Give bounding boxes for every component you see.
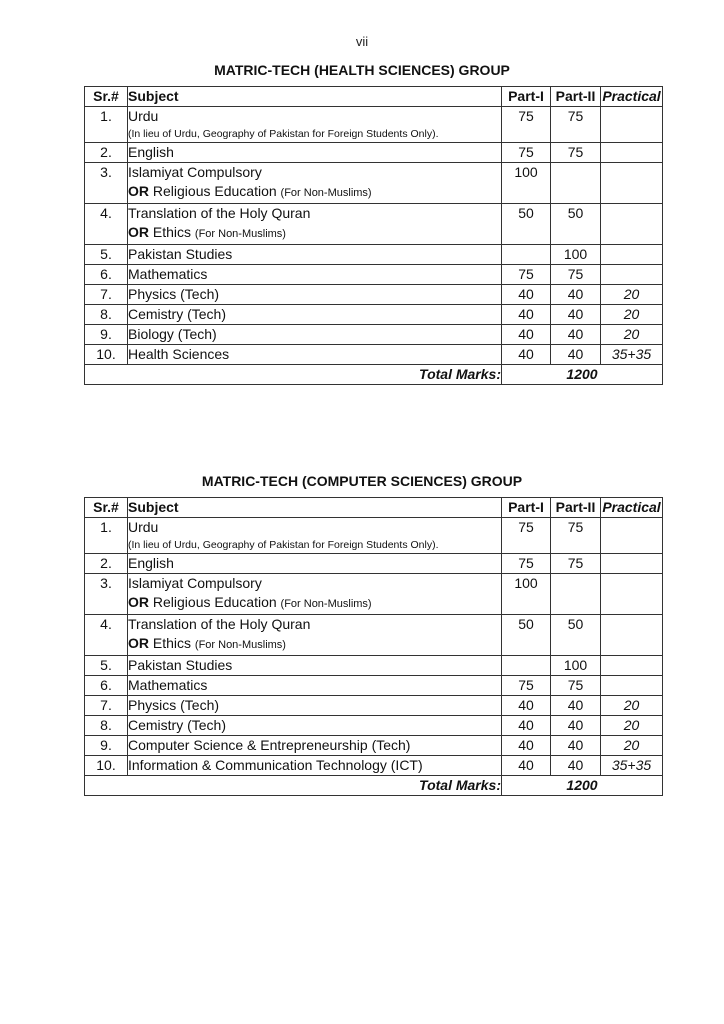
- row-practical: 20: [601, 696, 663, 716]
- header-sr: Sr.#: [85, 498, 128, 518]
- row-sr: 3.: [85, 574, 128, 615]
- alt-subject: [128, 634, 501, 655]
- row-practical: [601, 656, 663, 676]
- row-part1: 75: [502, 518, 551, 554]
- table-row: [85, 696, 663, 716]
- table-row: [85, 325, 663, 345]
- row-subject: Pakistan Studies: [128, 656, 502, 676]
- header-sr: Sr.#: [85, 87, 128, 107]
- alt-subject-name: Ethics: [152, 635, 192, 651]
- row-subject: Cemistry (Tech): [128, 716, 502, 736]
- row-subject: Health Sciences: [128, 345, 502, 365]
- row-subject: [128, 107, 502, 143]
- row-sr: 3.: [85, 163, 128, 204]
- marks-table-health-sciences: [84, 86, 663, 385]
- row-part2: 100: [551, 656, 601, 676]
- row-subject: [128, 574, 502, 615]
- alt-subject-note: (For Non-Muslims): [280, 187, 372, 199]
- row-subject: Cemistry (Tech): [128, 305, 502, 325]
- row-practical: [601, 163, 663, 204]
- row-practical: [601, 204, 663, 245]
- table-row: [85, 163, 663, 204]
- header-part2: Part-II: [551, 498, 601, 518]
- row-practical: [601, 265, 663, 285]
- table-header-row: [85, 87, 663, 107]
- header-practical: Practical: [601, 498, 663, 518]
- row-practical: [601, 615, 663, 656]
- row-part1: 75: [502, 676, 551, 696]
- header-practical: Practical: [601, 87, 663, 107]
- table-row: [85, 285, 663, 305]
- table-row: [85, 615, 663, 656]
- row-part1: 50: [502, 204, 551, 245]
- table-row: [85, 518, 663, 554]
- alt-subject-name: Ethics: [152, 224, 192, 240]
- row-part2: 40: [551, 305, 601, 325]
- row-part2: 40: [551, 285, 601, 305]
- row-sr: 10.: [85, 756, 128, 776]
- table-row: [85, 345, 663, 365]
- alt-subject: [128, 223, 501, 244]
- row-sr: 6.: [85, 676, 128, 696]
- subject-name: Translation of the Holy Quran: [128, 616, 311, 632]
- table-title-health-sciences: MATRIC-TECH (HEALTH SCIENCES) GROUP: [214, 62, 510, 78]
- row-practical: [601, 245, 663, 265]
- alt-subject-note: (For Non-Muslims): [194, 639, 286, 651]
- row-part2: [551, 574, 601, 615]
- row-sr: 9.: [85, 736, 128, 756]
- page-number: vii: [355, 34, 369, 49]
- row-sr: 1.: [85, 107, 128, 143]
- row-part1: 100: [502, 574, 551, 615]
- row-subject: English: [128, 143, 502, 163]
- alt-subject: [128, 593, 501, 614]
- subject-note: (In lieu of Urdu, Geography of Pakistan for Foreign Students Only).: [128, 539, 439, 551]
- row-practical: [601, 554, 663, 574]
- total-label: Total Marks:: [85, 365, 502, 385]
- or-label: OR: [128, 594, 149, 610]
- row-part1: 40: [502, 285, 551, 305]
- header-part1: Part-I: [502, 498, 551, 518]
- table-row: [85, 245, 663, 265]
- total-value: 1200: [502, 365, 663, 385]
- subject-name: Islamiyat Compulsory: [128, 575, 262, 591]
- row-sr: 7.: [85, 285, 128, 305]
- row-part2: 100: [551, 245, 601, 265]
- row-part1: 40: [502, 736, 551, 756]
- or-label: OR: [128, 635, 149, 651]
- row-subject: [128, 204, 502, 245]
- row-part2: 75: [551, 554, 601, 574]
- table-row: [85, 574, 663, 615]
- header-part1: Part-I: [502, 87, 551, 107]
- row-practical: 20: [601, 325, 663, 345]
- row-sr: 5.: [85, 245, 128, 265]
- table-row: [85, 736, 663, 756]
- row-practical: [601, 676, 663, 696]
- subject-name: Translation of the Holy Quran: [128, 205, 311, 221]
- row-sr: 10.: [85, 345, 128, 365]
- row-part1: 100: [502, 163, 551, 204]
- row-sr: 8.: [85, 305, 128, 325]
- alt-subject-name: Religious Education: [152, 594, 277, 610]
- row-practical: [601, 574, 663, 615]
- row-part2: 75: [551, 265, 601, 285]
- row-part1: 40: [502, 756, 551, 776]
- row-part2: 40: [551, 716, 601, 736]
- table-row: [85, 143, 663, 163]
- row-part1: 50: [502, 615, 551, 656]
- row-subject: Physics (Tech): [128, 696, 502, 716]
- row-sr: 8.: [85, 716, 128, 736]
- row-part2: 40: [551, 325, 601, 345]
- row-sr: 9.: [85, 325, 128, 345]
- row-part1: 75: [502, 554, 551, 574]
- row-sr: 7.: [85, 696, 128, 716]
- row-part2: 40: [551, 756, 601, 776]
- row-practical: [601, 107, 663, 143]
- table-row: [85, 554, 663, 574]
- subject-name: Urdu: [128, 519, 159, 535]
- alt-subject: [128, 182, 501, 203]
- row-sr: 4.: [85, 615, 128, 656]
- header-subject: Subject: [128, 87, 502, 107]
- row-practical: 35+35: [601, 756, 663, 776]
- row-part2: 50: [551, 615, 601, 656]
- row-sr: 4.: [85, 204, 128, 245]
- row-practical: 20: [601, 736, 663, 756]
- table-row: [85, 204, 663, 245]
- row-part2: 40: [551, 345, 601, 365]
- row-part1: 40: [502, 696, 551, 716]
- marks-table-computer-sciences: [84, 497, 663, 796]
- table-row: [85, 716, 663, 736]
- table-row: [85, 756, 663, 776]
- table-row: [85, 265, 663, 285]
- row-part1: [502, 245, 551, 265]
- row-subject: Computer Science & Entrepreneurship (Tech): [128, 736, 502, 756]
- row-part2: 75: [551, 676, 601, 696]
- row-part1: 40: [502, 305, 551, 325]
- subject-name: Islamiyat Compulsory: [128, 164, 262, 180]
- row-subject: Information & Communication Technology (ICT): [128, 756, 502, 776]
- row-practical: 20: [601, 285, 663, 305]
- row-part1: 75: [502, 143, 551, 163]
- total-label: Total Marks:: [85, 776, 502, 796]
- table-row: [85, 676, 663, 696]
- row-subject: Physics (Tech): [128, 285, 502, 305]
- row-practical: 35+35: [601, 345, 663, 365]
- total-value: 1200: [502, 776, 663, 796]
- row-sr: 1.: [85, 518, 128, 554]
- row-part2: 75: [551, 143, 601, 163]
- row-practical: [601, 518, 663, 554]
- row-part2: 75: [551, 518, 601, 554]
- row-sr: 6.: [85, 265, 128, 285]
- row-part2: 75: [551, 107, 601, 143]
- row-subject: Mathematics: [128, 265, 502, 285]
- row-part2: 40: [551, 696, 601, 716]
- row-practical: 20: [601, 305, 663, 325]
- row-subject: Biology (Tech): [128, 325, 502, 345]
- row-part2: 50: [551, 204, 601, 245]
- row-subject: English: [128, 554, 502, 574]
- row-subject: [128, 163, 502, 204]
- table-row: [85, 107, 663, 143]
- alt-subject-note: (For Non-Muslims): [280, 598, 372, 610]
- row-part1: 40: [502, 716, 551, 736]
- row-part1: 75: [502, 107, 551, 143]
- table-header-row: [85, 498, 663, 518]
- header-part2: Part-II: [551, 87, 601, 107]
- row-part1: 40: [502, 325, 551, 345]
- row-sr: 2.: [85, 143, 128, 163]
- table-row: [85, 656, 663, 676]
- row-part2: [551, 163, 601, 204]
- subject-note: (In lieu of Urdu, Geography of Pakistan for Foreign Students Only).: [128, 128, 439, 140]
- row-subject: Pakistan Studies: [128, 245, 502, 265]
- row-part1: 75: [502, 265, 551, 285]
- total-row: [85, 776, 663, 796]
- subject-name: Urdu: [128, 108, 159, 124]
- row-subject: Mathematics: [128, 676, 502, 696]
- row-subject: [128, 615, 502, 656]
- or-label: OR: [128, 224, 149, 240]
- alt-subject-name: Religious Education: [152, 183, 277, 199]
- row-part1: 40: [502, 345, 551, 365]
- row-part1: [502, 656, 551, 676]
- row-sr: 2.: [85, 554, 128, 574]
- total-row: [85, 365, 663, 385]
- row-practical: 20: [601, 716, 663, 736]
- header-subject: Subject: [128, 498, 502, 518]
- table-title-computer-sciences: MATRIC-TECH (COMPUTER SCIENCES) GROUP: [201, 473, 523, 489]
- table-row: [85, 305, 663, 325]
- alt-subject-note: (For Non-Muslims): [194, 228, 286, 240]
- row-sr: 5.: [85, 656, 128, 676]
- row-practical: [601, 143, 663, 163]
- row-part2: 40: [551, 736, 601, 756]
- or-label: OR: [128, 183, 149, 199]
- row-subject: [128, 518, 502, 554]
